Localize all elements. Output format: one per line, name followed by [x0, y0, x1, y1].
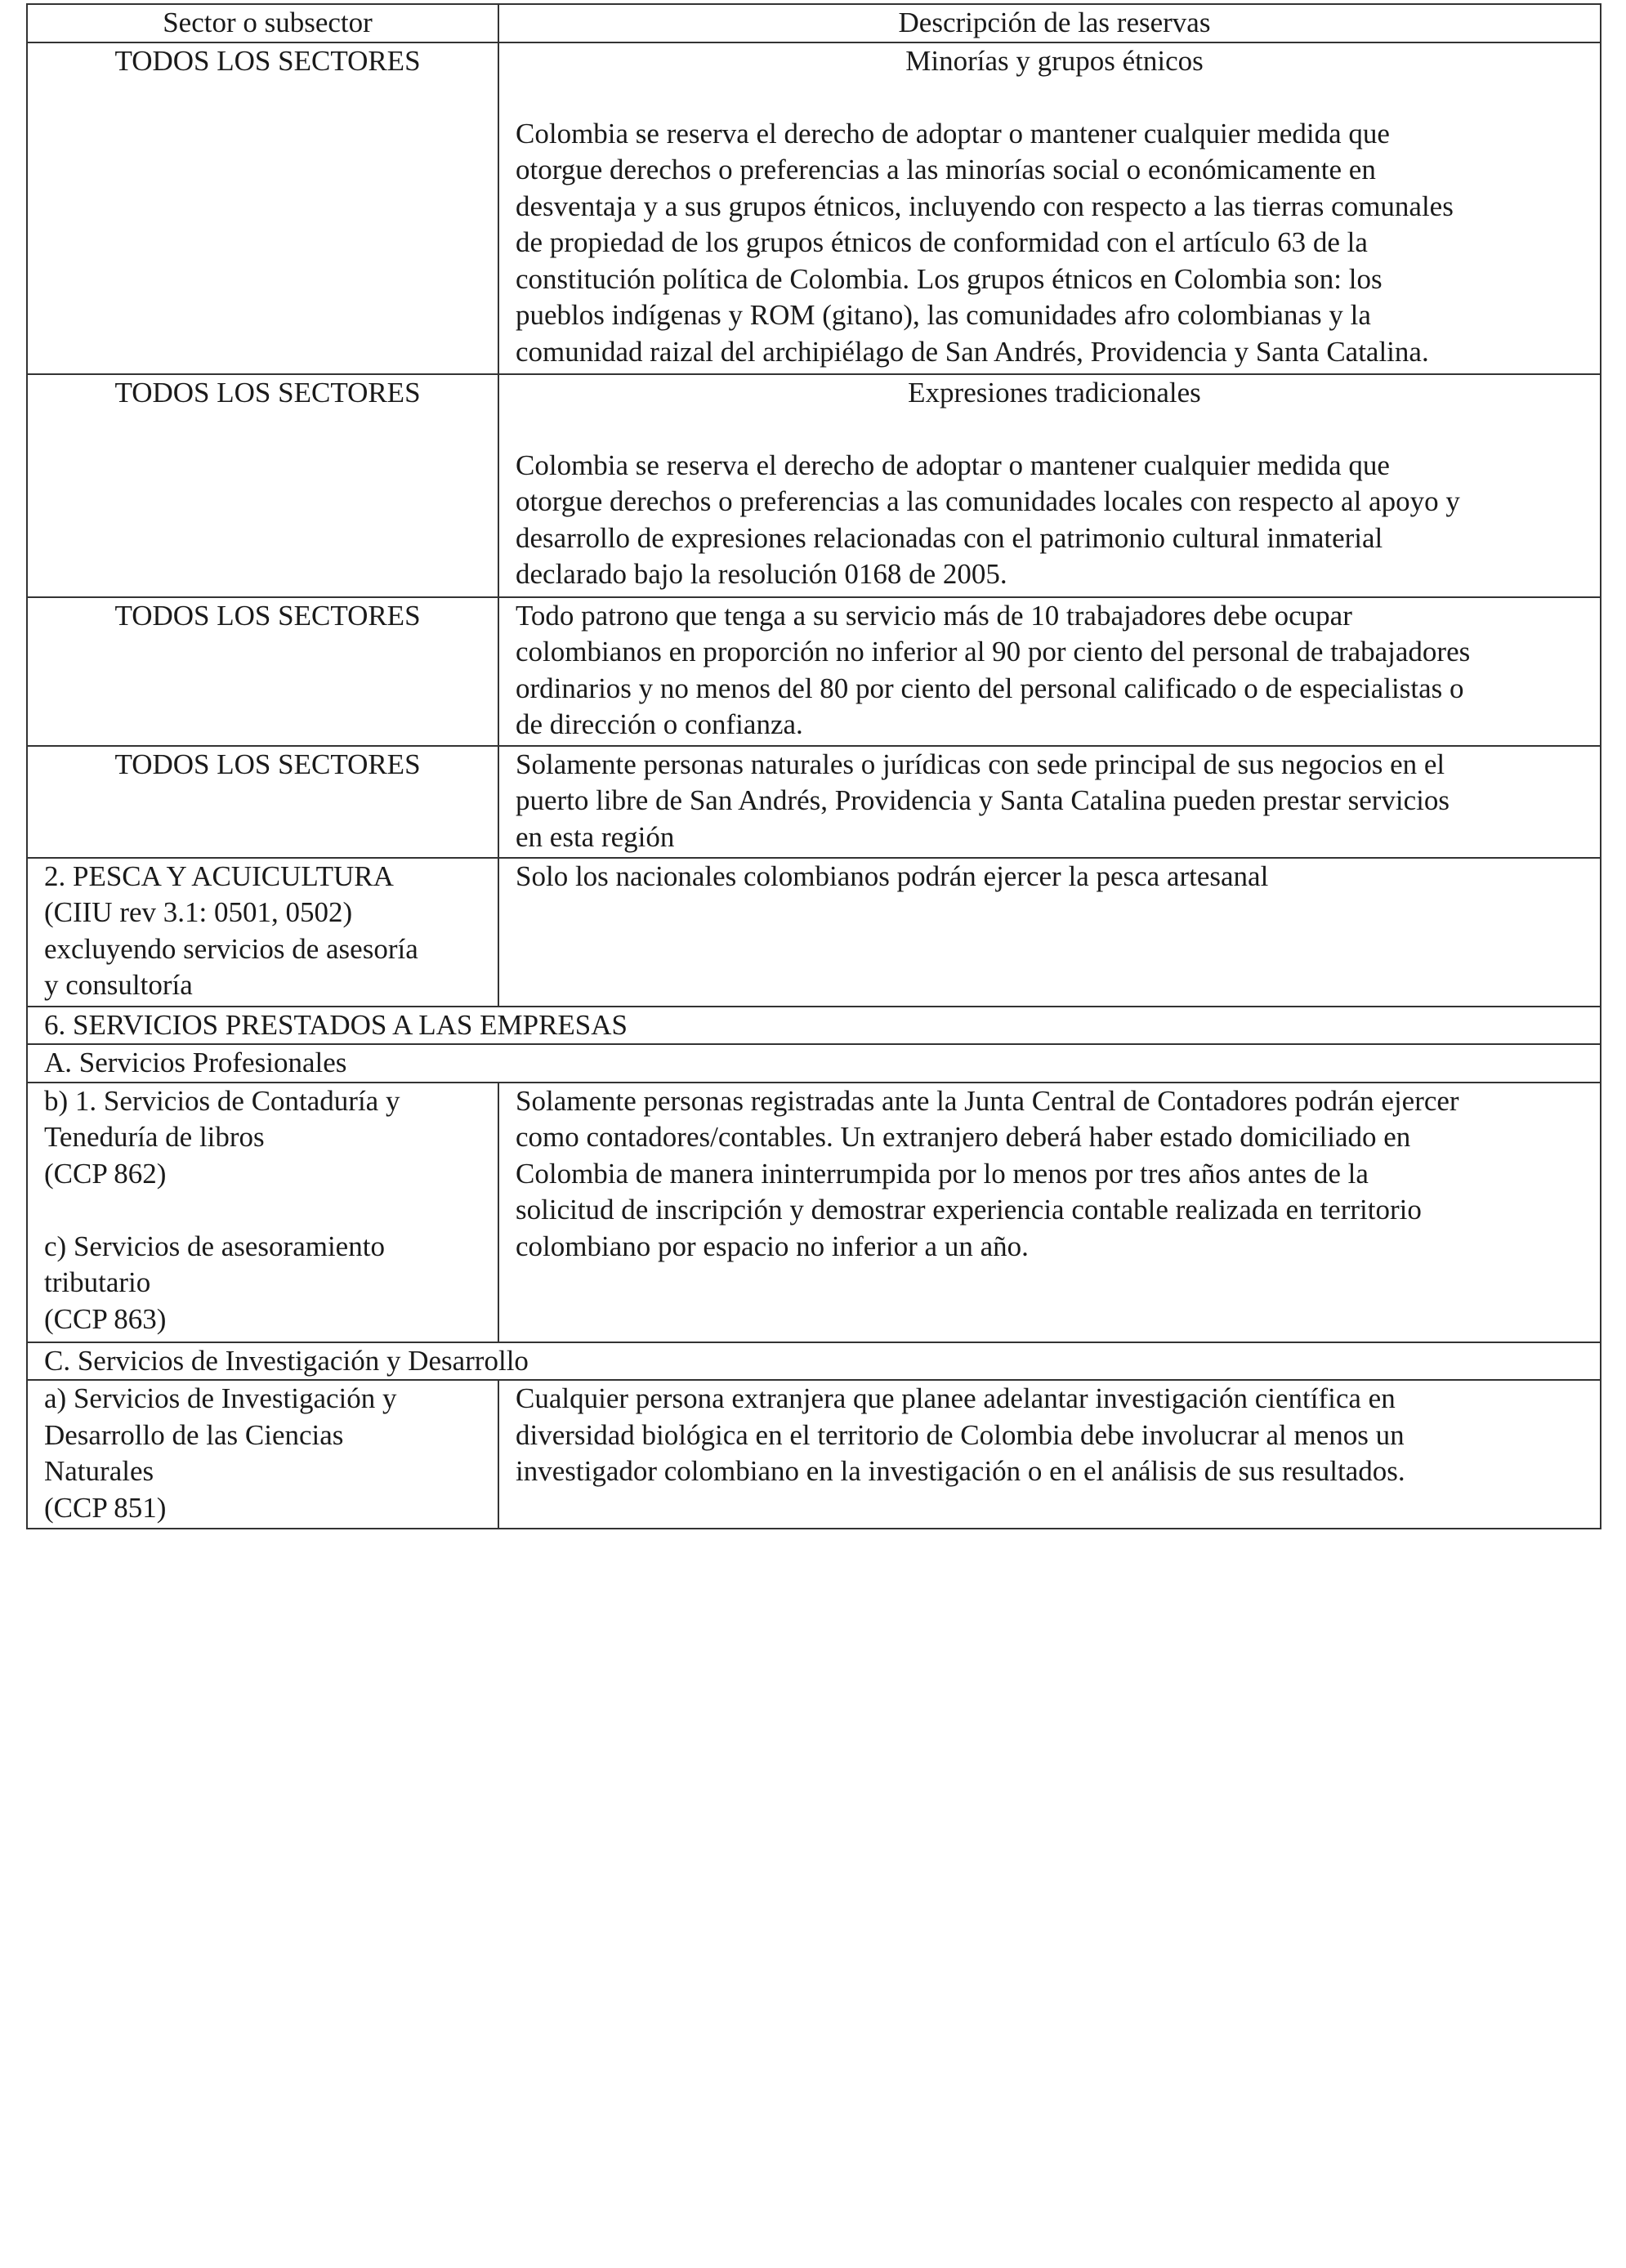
description-cell [498, 858, 1601, 1007]
section-row [27, 1342, 1601, 1381]
sector-cell [27, 1380, 498, 1529]
table-header-row [27, 4, 1601, 42]
row-text: Todo patrono que tenga a su servicio más de 10 trabajadores debe ocupar colombianos en proporción no inferior al 90 por ciento del personal de trabajadores ordinarios y no menos del 80 por ciento del personal calificado o de especialistas o de dirección o confianza. [516, 599, 1471, 740]
row-text: Solamente personas registradas ante la Junta Central de Contadores podrán ejercer como contadores/contables. Un extranjero deberá haber estado domiciliado en Colombia de manera ininterrumpida por lo menos por tres años antes de la solicitud de inscripción y demostrar experiencia contable realizada en territorio colombiano por espacio no inferior a un año. [516, 1084, 1459, 1262]
row-text: Cualquier persona extranjera que planee adelantar investigación científica en diversidad biológica en el territorio de Colombia debe involucrar al menos un investigador colombiano en la investigación o en el análisis de sus resultados. [516, 1382, 1405, 1487]
section-row [27, 1044, 1601, 1083]
header-sector: Sector o subsector [27, 4, 498, 42]
header-description: Descripción de las reservas [498, 4, 1601, 42]
row-subtitle: Minorías y grupos étnicos [905, 44, 1204, 77]
spacer [44, 1192, 491, 1229]
table-row [27, 858, 1601, 1007]
section-row [27, 1007, 1601, 1045]
section-heading-c: C. Servicios de Investigación y Desarrollo [27, 1342, 1601, 1381]
table-row [27, 42, 1601, 374]
row-subtitle: Expresiones tradicionales [908, 376, 1201, 409]
description-cell [498, 597, 1601, 746]
description-cell [498, 1380, 1601, 1529]
description-cell [498, 1083, 1601, 1342]
description-cell [498, 42, 1601, 374]
reservations-table [26, 3, 1601, 1529]
description-cell [498, 746, 1601, 858]
row-text: Colombia se reserva el derecho de adoptar o mantener cualquier medida que otorgue derechos o preferencias a las minorías social o económicamente en desventaja y a sus grupos étnicos, incluyendo con respecto a las tierras comunales de propiedad de los grupos étnicos de conformidad con el artículo 63 de la constitución política de Colombia. Los grupos étnicos en Colombia son: los pueblos indígenas y ROM (gitano), las comunidades afro colombianas y la comunidad raizal del archipiélago de San Andrés, Providencia y Santa Catalina. [516, 117, 1454, 368]
table-row [27, 374, 1601, 597]
sector-text: c) Servicios de asesoramiento tributario (CCP 863) [44, 1230, 385, 1335]
table-row [27, 1380, 1601, 1529]
sector-text: b) 1. Servicios de Contaduría y Teneduría de libros (CCP 862) [44, 1084, 400, 1190]
description-cell [498, 374, 1601, 597]
spacer [516, 79, 1593, 116]
sector-cell [27, 858, 498, 1007]
row-text: Solo los nacionales colombianos podrán ejercer la pesca artesanal [516, 859, 1269, 892]
table-row [27, 1083, 1601, 1342]
table-row [27, 597, 1601, 746]
sector-cell: TODOS LOS SECTORES [27, 597, 498, 746]
section-heading-a: A. Servicios Profesionales [27, 1044, 1601, 1083]
sector-text: a) Servicios de Investigación y Desarrollo de las Ciencias Naturales (CCP 851) [44, 1382, 397, 1524]
section-heading-6: 6. SERVICIOS PRESTADOS A LAS EMPRESAS [27, 1007, 1601, 1045]
sector-cell: TODOS LOS SECTORES [27, 42, 498, 374]
table-row [27, 746, 1601, 858]
sector-cell [27, 1083, 498, 1342]
sector-text: 2. PESCA Y ACUICULTURA (CIIU rev 3.1: 0501, 0502) excluyendo servicios de asesoría y consultoría [44, 859, 418, 1001]
row-text: Colombia se reserva el derecho de adoptar o mantener cualquier medida que otorgue derechos o preferencias a las comunidades locales con respecto al apoyo y desarrollo de expresiones relacionadas con el patrimonio cultural inmaterial declarado bajo la resolución 0168 de 2005. [516, 449, 1460, 590]
row-text: Solamente personas naturales o jurídicas con sede principal de sus negocios en el puerto libre de San Andrés, Providencia y Santa Catalina pueden prestar servicios en esta región [516, 748, 1450, 853]
spacer [516, 411, 1593, 448]
sector-cell: TODOS LOS SECTORES [27, 374, 498, 597]
sector-cell: TODOS LOS SECTORES [27, 746, 498, 858]
